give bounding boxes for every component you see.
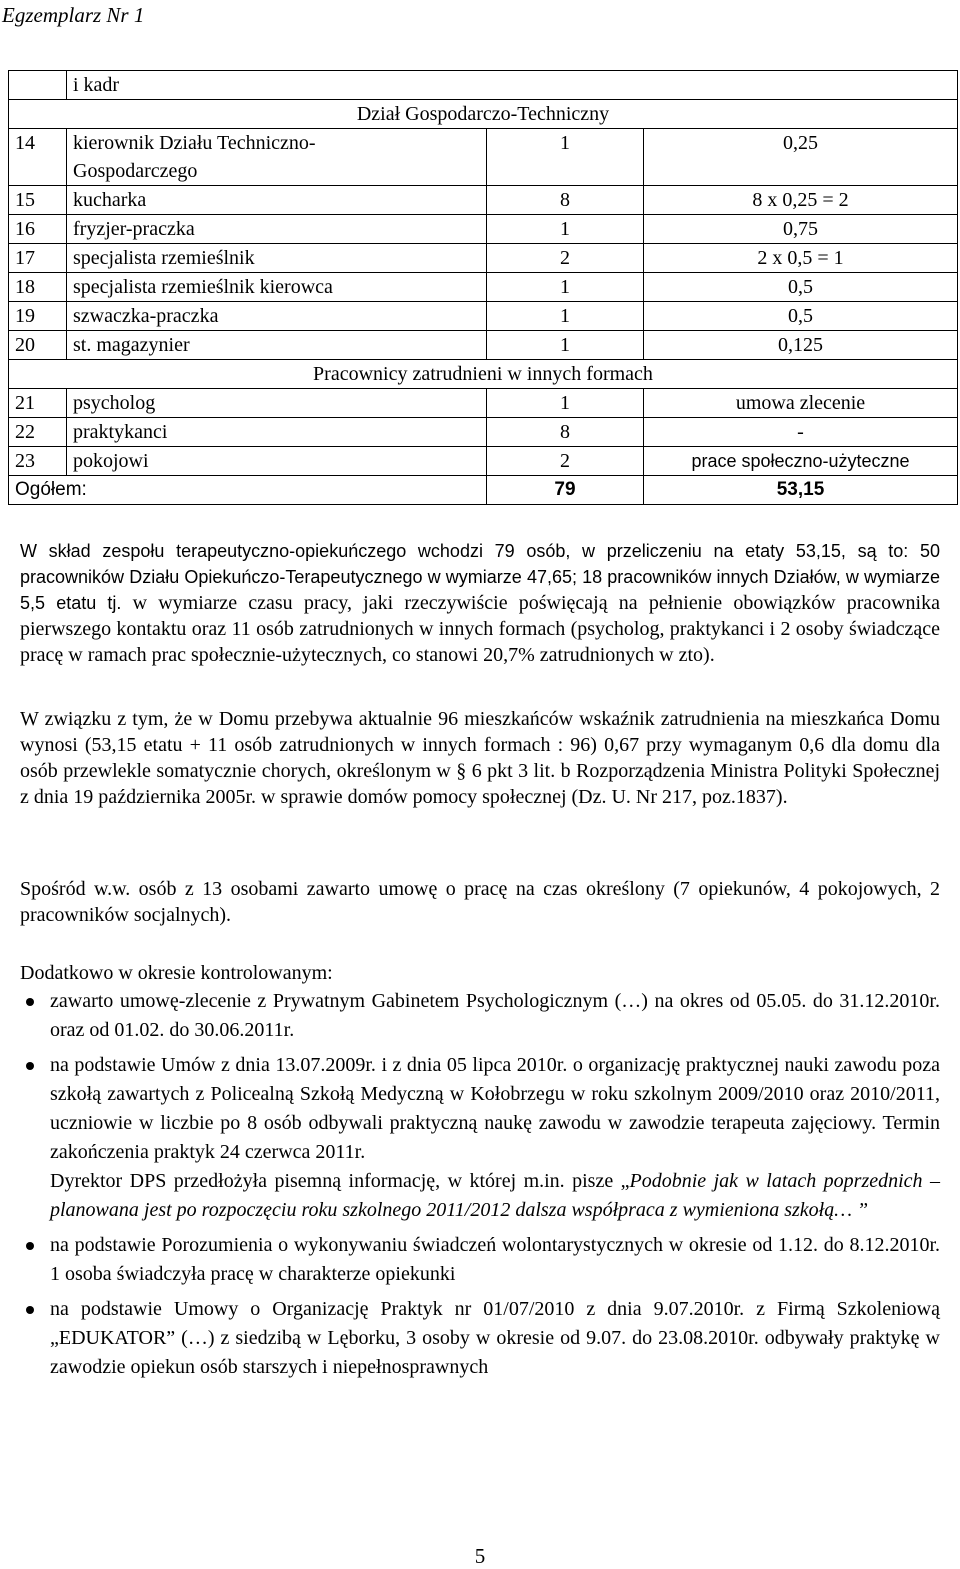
row-count: 1	[487, 389, 644, 418]
bullet-icon	[26, 1062, 34, 1070]
row-fte: 0,25	[644, 129, 958, 186]
total-fte: 53,15	[644, 476, 958, 505]
paragraph-composition-sans: W skład zespołu terapeutyczno-opiekuńczego wchodzi 79 osób, w przeliczeniu na etaty 53,15, są to: 50 pracowników Działu Opiekuńczo-Terapeutycznego w wymiarze 47,65; 18 pracowników innych Działów, w wymiarze 5,5 etatu tj.	[20, 541, 940, 613]
document-header: Egzemplarz Nr 1	[2, 3, 145, 27]
row-name: pokojowi	[67, 447, 487, 476]
row-name: praktykanci	[67, 418, 487, 447]
table-row	[9, 273, 958, 302]
row-name: szwaczka-praczka	[67, 302, 487, 331]
row-count: 2	[487, 447, 644, 476]
table-row	[9, 331, 958, 360]
staff-table	[8, 70, 958, 505]
paragraph-employment-rate: W związku z tym, że w Domu przebywa aktualnie 96 mieszkańców wskaźnik zatrudnienia na mieszkańca Domu wynosi (53,15 etatu + 11 osób zatrudnionych w innych formach : 96) 0,67 przy wymaganym 0,6 dla domu dla osób przewlekle somatycznie chorych, określonym w § 6 pkt 3 lit. b Rozporządzenia Ministra Polityki Społecznej z dnia 19 października 2005r. w sprawie domów pomocy społecznej (Dz. U. Nr 217, poz.1837).	[20, 708, 940, 808]
table-row	[9, 215, 958, 244]
row-number: 18	[9, 273, 67, 302]
row-name-line2: Gospodarczego	[73, 160, 198, 182]
row-count: 1	[487, 331, 644, 360]
row-count: 8	[487, 186, 644, 215]
row-fte: prace społeczno-użyteczne	[644, 447, 958, 476]
row-number: 22	[9, 418, 67, 447]
table-section-row	[9, 100, 958, 129]
director-note: Dyrektor DPS przedłożyła pisemną informację, w której m.in. pisze „Podobnie jak w latach poprzednich – planowana jest po rozpoczęciu roku szkolnego 2011/2012 dalsza współpraca z wymieniona szkołą… ”	[50, 1170, 940, 1221]
table-row	[9, 447, 958, 476]
table-cell-name: i kadr	[67, 71, 958, 100]
bullet-icon	[26, 998, 34, 1006]
table-row	[9, 71, 958, 100]
row-name-line1: kierownik Działu Techniczno-	[73, 132, 316, 154]
row-fte: 8 x 0,25 = 2	[644, 186, 958, 215]
row-number: 21	[9, 389, 67, 418]
additional-heading: Dodatkowo w okresie kontrolowanym:	[20, 962, 333, 984]
row-number: 17	[9, 244, 67, 273]
row-fte: 0,5	[644, 273, 958, 302]
total-count: 79	[487, 476, 644, 505]
row-name: st. magazynier	[67, 331, 487, 360]
row-name: specjalista rzemieślnik	[67, 244, 487, 273]
row-count: 1	[487, 273, 644, 302]
paragraph-composition-serif: w wymiarze czasu pracy, jaki rzeczywiście poświęcają na pełnienie obowiązków pracownika pierwszego kontaktu oraz 11 osób zatrudnionych w innych formach (psycholog, praktykanci i 2 osoby świadczące pracę w ramach prac społecznie-użytecznych, co stanowi 20,7% zatrudnionych w zto).	[20, 592, 940, 666]
row-number: 23	[9, 447, 67, 476]
row-number: 14	[9, 129, 67, 186]
row-fte: 2 x 0,5 = 1	[644, 244, 958, 273]
row-count: 1	[487, 302, 644, 331]
row-number: 16	[9, 215, 67, 244]
row-fte: -	[644, 418, 958, 447]
row-name	[67, 129, 487, 186]
row-count: 2	[487, 244, 644, 273]
table-row	[9, 244, 958, 273]
row-count: 8	[487, 418, 644, 447]
row-fte: 0,75	[644, 215, 958, 244]
section-heading-other: Pracownicy zatrudnieni w innych formach	[9, 360, 958, 389]
row-name: kucharka	[67, 186, 487, 215]
paragraph-composition	[20, 538, 940, 668]
table-row	[9, 186, 958, 215]
list-item: na podstawie Porozumienia o wykonywaniu świadczeń wolontarystycznych w okresie od 1.12. do 8.12.2010r. 1 osoba świadczyła pracę w charakterze opiekunki	[20, 1231, 940, 1289]
row-fte: 0,5	[644, 302, 958, 331]
table-row	[9, 418, 958, 447]
table-row	[9, 389, 958, 418]
row-count: 1	[487, 129, 644, 186]
page-number: 5	[474, 1544, 486, 1568]
list-item: na podstawie Umowy o Organizację Praktyk nr 01/07/2010 z dnia 9.07.2010r. z Firmą Szkoleniową „EDUKATOR” (…) z siedzibą w Lęborku, 3 osoby w okresie od 9.07. do 23.08.2010r. odbywały praktykę w zawodzie opiekun osób starszych i niepełnosprawnych	[20, 1295, 940, 1382]
table-total-row	[9, 476, 958, 505]
row-count: 1	[487, 215, 644, 244]
row-fte: umowa zlecenie	[644, 389, 958, 418]
total-label: Ogółem:	[9, 476, 487, 505]
list-item: na podstawie Umów z dnia 13.07.2009r. i z dnia 05 lipca 2010r. o organizację praktycznej nauki zawodu poza szkołą zawartych z Policealną Szkołą Medyczną w Kołobrzegu w roku szkolnym 2009/2010 oraz 2010/2011, uczniowie w liczbie po 8 osób odbywali praktyczną naukę zawodu w zawodzie terapeuta zajęciowy. Termin zakończenia praktyk 24 czerwca 2011r. Dyrektor DPS przedłożyła pisemną informację, w której m.in. pisze „Podobnie jak w latach poprzednich – planowana jest po rozpoczęciu roku szkolnego 2011/2012 dalsza współpraca z wymieniona szkołą… ”	[20, 1051, 940, 1225]
paragraph-contracts: Spośród w.w. osób z 13 osobami zawarto umowę o pracę na czas określony (7 opiekunów, 4 pokojowych, 2 pracowników socjalnych).	[20, 878, 940, 926]
table-section-row	[9, 360, 958, 389]
table-row	[9, 302, 958, 331]
bullet-icon	[26, 1242, 34, 1250]
additional-list	[20, 987, 940, 1388]
row-name: specjalista rzemieślnik kierowca	[67, 273, 487, 302]
row-number: 15	[9, 186, 67, 215]
row-number: 19	[9, 302, 67, 331]
table-row	[9, 129, 958, 186]
row-name: psycholog	[67, 389, 487, 418]
bullet-icon	[26, 1306, 34, 1314]
list-item: zawarto umowę-zlecenie z Prywatnym Gabinetem Psychologicznym (…) na okres od 05.05. do 31.12.2010r. oraz od 01.02. do 30.06.2011r.	[20, 987, 940, 1045]
row-name: fryzjer-praczka	[67, 215, 487, 244]
row-number: 20	[9, 331, 67, 360]
section-heading-tech: Dział Gospodarczo-Techniczny	[9, 100, 958, 129]
row-fte: 0,125	[644, 331, 958, 360]
